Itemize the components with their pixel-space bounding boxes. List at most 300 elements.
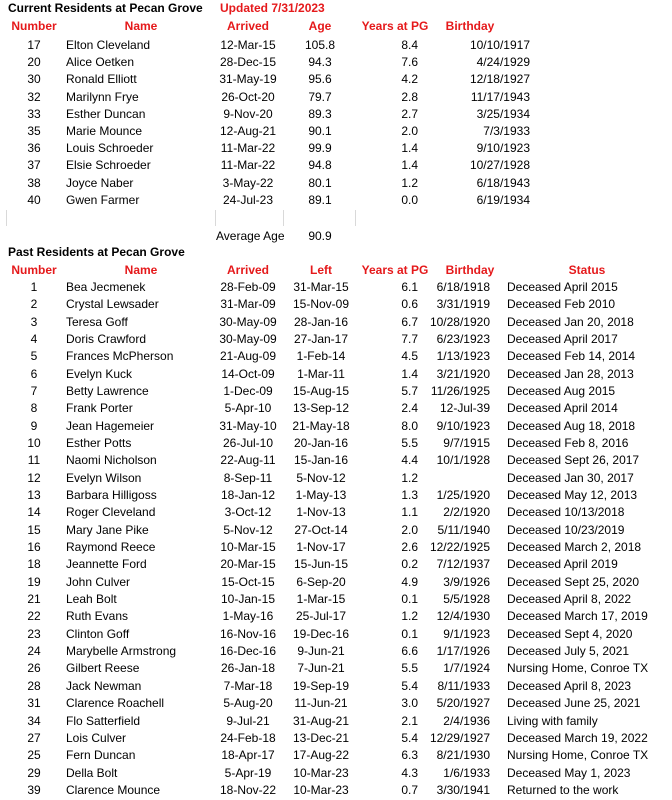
age-cell: 90.1 [308,124,332,138]
status-cell: Deceased May 12, 2013 [507,488,638,503]
table-row [0,470,672,487]
years-cell: 1.2 [401,609,418,624]
header-left: Left [310,263,332,277]
table-row [0,157,672,174]
updated-date: Updated 7/31/2023 [220,1,325,15]
left-cell: 17-Aug-22 [292,748,350,763]
name-cell: Frances McPherson [66,349,174,364]
years-cell: 4.3 [401,765,418,780]
arrived-cell: 28-Dec-15 [219,55,277,70]
arrived-cell: 11-Mar-22 [220,141,276,156]
left-cell: 15-Jan-16 [293,453,349,468]
status-cell: Nursing Home, Conroe TX [507,661,649,676]
current-header-row [0,18,672,35]
years-cell: 0.1 [401,626,418,641]
name-cell: Flo Satterfield [66,713,141,728]
years-cell: 0.0 [401,192,418,207]
arrived-cell: 5-Aug-20 [223,696,273,711]
status-cell: Returned to the work [507,782,619,797]
arrived-cell: 30-May-09 [219,314,277,329]
birthday-cell: 11/26/1925 [430,384,490,399]
number-cell: 13 [27,488,41,503]
name-cell: Marilynn Frye [66,89,139,104]
number-cell: 19 [27,574,41,589]
arrived-cell: 3-May-22 [222,175,274,190]
number-cell: 34 [27,713,41,728]
table-row [0,348,672,365]
birthday-cell: 9/7/1915 [443,436,490,451]
name-cell: Barbara Hilligoss [66,488,157,503]
table-row [0,106,672,123]
status-cell: Deceased Aug 18, 2018 [507,418,636,433]
table-row [0,591,672,608]
years-cell: 7.7 [401,332,418,347]
name-cell: Gilbert Reese [66,661,140,676]
status-cell: Deceased Jan 20, 2018 [507,314,634,329]
name-cell: Frank Porter [66,401,133,416]
name-cell: Alice Oetken [66,55,135,70]
arrived-cell: 21-Aug-09 [219,349,277,364]
birthday-cell: 12-Jul-39 [439,401,490,416]
years-cell: 1.1 [401,505,418,520]
age-cell: 94.3 [308,55,332,70]
number-cell: 40 [27,192,41,207]
years-cell: 1.4 [401,366,418,381]
years-cell: 2.6 [401,540,418,555]
years-cell: 6.6 [401,644,418,659]
left-cell: 28-Jan-16 [293,314,349,329]
number-cell: 7 [30,384,38,399]
table-row [0,123,672,140]
years-cell: 2.8 [401,89,418,104]
arrived-cell: 1-Dec-09 [223,384,273,399]
years-cell: 0.1 [401,592,418,607]
table-row [0,713,672,730]
status-cell: Deceased May 1, 2023 [507,765,631,780]
birthday-cell: 6/23/1923 [436,332,490,347]
arrived-cell: 15-Oct-15 [221,574,275,589]
arrived-cell: 31-May-10 [219,418,277,433]
table-row [0,418,672,435]
birthday-cell: 11/17/1943 [470,89,530,104]
birthday-cell: 2/4/1936 [443,713,490,728]
table-row [0,695,672,712]
number-cell: 14 [27,505,41,520]
name-cell: Marybelle Armstrong [66,644,177,659]
birthday-cell: 8/21/1930 [436,748,490,763]
name-cell: Lois Culver [66,730,127,745]
arrived-cell: 7-Mar-18 [223,678,273,693]
left-cell: 1-Feb-14 [296,349,346,364]
left-cell: 13-Sep-12 [292,401,350,416]
arrived-cell: 9-Nov-20 [223,106,273,121]
number-cell: 37 [27,158,41,173]
number-cell: 29 [27,765,41,780]
arrived-cell: 26-Jan-18 [220,661,276,676]
arrived-cell: 30-May-09 [219,332,277,347]
number-cell: 39 [27,782,41,797]
years-cell: 7.6 [401,55,418,70]
years-cell: 4.5 [401,349,418,364]
arrived-cell: 9-Jul-21 [226,713,270,728]
status-cell: Deceased April 2019 [507,557,618,572]
table-row [0,331,672,348]
status-cell: Deceased 10/13/2018 [507,505,625,520]
name-cell: Evelyn Kuck [66,366,133,381]
years-cell: 2.0 [401,522,418,537]
name-cell: Esther Duncan [66,106,146,121]
arrived-cell: 18-Apr-17 [221,748,275,763]
name-cell: Jean Hagemeier [66,418,155,433]
left-cell: 1-Nov-17 [296,540,346,555]
years-cell: 5.5 [401,436,418,451]
birthday-cell: 12/18/1927 [469,72,530,87]
table-row [0,54,672,71]
status-cell: Nursing Home, Conroe TX [507,748,649,763]
number-cell: 8 [30,401,38,416]
name-cell: Clarence Mounce [66,782,161,797]
number-cell: 1 [30,280,38,294]
number-cell: 28 [27,678,41,693]
table-row [0,782,672,799]
years-cell: 6.1 [401,280,418,294]
name-cell: Naomi Nicholson [66,453,157,468]
age-cell: 95.6 [308,72,332,87]
status-cell: Deceased April 2015 [507,280,618,294]
left-cell: 13-Dec-21 [292,730,350,745]
left-cell: 7-Jun-21 [297,661,345,676]
number-cell: 18 [27,557,41,572]
name-cell: Ronald Elliott [66,72,137,87]
left-cell: 31-Mar-15 [293,280,349,294]
name-cell: Joyce Naber [66,175,134,190]
status-cell: Deceased Sept 25, 2020 [507,574,640,589]
arrived-cell: 31-May-19 [219,72,277,87]
left-cell: 10-Mar-23 [293,765,349,780]
arrived-cell: 20-Mar-15 [220,557,276,572]
years-cell: 5.4 [401,678,418,693]
name-cell: Roger Cleveland [66,505,156,520]
number-cell: 5 [30,349,38,364]
name-cell: Jack Newman [66,678,142,693]
name-cell: Bea Jecmenek [66,280,146,294]
status-cell: Deceased April 8, 2023 [507,678,632,693]
birthday-cell: 1/7/1924 [443,661,490,676]
status-cell: Deceased Jan 28, 2013 [507,366,634,381]
birthday-cell: 5/5/1928 [443,592,490,607]
birthday-cell: 12/4/1930 [436,609,490,624]
left-cell: 31-Aug-21 [292,713,350,728]
left-cell: 27-Oct-14 [294,522,348,537]
table-row [0,383,672,400]
birthday-cell: 10/28/1920 [429,314,490,329]
name-cell: Raymond Reece [66,540,156,555]
table-row [0,556,672,573]
arrived-cell: 24-Feb-18 [220,730,276,745]
left-cell: 10-Mar-23 [293,782,349,797]
left-cell: 25-Jul-17 [295,609,347,624]
number-cell: 9 [30,418,38,433]
status-cell: Deceased March 2, 2018 [507,540,642,555]
birthday-cell: 3/31/1919 [436,297,490,312]
birthday-cell: 10/27/1928 [469,158,530,173]
arrived-cell: 14-Oct-09 [221,366,275,381]
arrived-cell: 18-Jan-12 [220,488,276,503]
arrived-cell: 1-May-16 [222,609,274,624]
age-cell: 89.1 [308,192,332,207]
status-cell: Deceased Feb 8, 2016 [507,436,629,451]
number-cell: 6 [30,366,38,381]
name-cell: Teresa Goff [66,314,128,329]
name-cell: Louis Schroeder [66,141,154,156]
arrived-cell: 5-Apr-19 [224,765,272,780]
birthday-cell: 6/19/1934 [476,192,530,207]
birthday-cell: 7/12/1937 [436,557,490,572]
status-cell: Deceased April 8, 2022 [507,592,632,607]
name-cell: Clinton Goff [66,626,130,641]
years-cell: 1.2 [401,175,418,190]
birthday-cell: 8/11/1933 [437,678,490,693]
birthday-cell: 9/10/1923 [476,141,530,156]
table-row [0,435,672,452]
left-cell: 19-Sep-19 [292,678,350,693]
years-cell: 4.2 [401,72,418,87]
left-cell: 6-Sep-20 [296,574,346,589]
left-cell: 1-Mar-11 [297,366,345,381]
header-arrived: Arrived [226,263,270,277]
name-cell: Doris Crawford [66,332,147,347]
number-cell: 32 [27,89,41,104]
table-row [0,730,672,747]
table-row [0,71,672,88]
name-cell: Crystal Lewsader [66,297,159,312]
age-cell: 89.3 [308,106,332,121]
birthday-cell [420,470,490,487]
arrived-cell: 26-Jul-10 [222,436,274,451]
years-cell: 6.7 [401,314,418,329]
number-cell: 24 [27,644,41,659]
years-cell: 6.3 [401,748,418,763]
years-cell: 1.2 [401,470,418,485]
left-cell: 11-Jun-21 [294,696,348,711]
years-cell: 0.6 [401,297,418,312]
years-cell: 0.2 [401,557,418,572]
table-row [0,487,672,504]
years-cell: 0.7 [401,782,418,797]
status-cell: Deceased June 25, 2021 [507,696,641,711]
status-cell: Deceased Sept 4, 2020 [507,626,633,641]
table-row [0,574,672,591]
name-cell: Betty Lawrence [66,384,149,399]
header-number: Number [11,263,57,277]
grid-line [355,210,356,226]
table-row [0,452,672,469]
number-cell: 2 [30,297,38,312]
number-cell: 38 [27,175,41,190]
arrived-cell: 28-Feb-09 [220,280,276,294]
arrived-cell: 22-Aug-11 [220,453,276,468]
birthday-cell: 3/30/1941 [436,782,490,797]
header-age: Age [308,19,332,33]
arrived-cell: 31-Mar-09 [220,297,276,312]
years-cell: 4.4 [401,453,418,468]
name-cell: Gwen Farmer [66,192,140,207]
status-cell: Deceased Sept 26, 2017 [507,453,640,468]
header-name: Name [124,263,158,277]
average-age-row [0,228,672,245]
name-cell: John Culver [66,574,131,589]
years-cell: 3.0 [401,696,418,711]
arrived-cell: 16-Nov-16 [219,626,277,641]
years-cell: 1.4 [401,158,418,173]
birthday-cell: 1/6/1933 [443,765,490,780]
birthday-cell: 10/10/1917 [469,38,530,52]
left-cell: 1-Nov-13 [296,505,346,520]
arrived-cell: 24-Jul-23 [222,192,274,207]
left-cell: 5-Nov-12 [296,470,346,485]
table-row [0,608,672,625]
status-cell: Deceased Feb 14, 2014 [507,349,636,364]
birthday-cell: 1/25/1920 [436,488,490,503]
years-cell: 8.0 [401,418,418,433]
arrived-cell: 8-Sep-11 [223,470,273,485]
table-row [0,539,672,556]
birthday-cell: 1/13/1923 [436,349,490,364]
years-cell: 8.4 [401,38,418,52]
number-cell: 17 [27,38,41,52]
birthday-cell: 6/18/1943 [476,175,530,190]
header-status: Status [568,263,606,277]
number-cell: 3 [30,314,38,329]
average-age-value: 90.9 [308,229,332,243]
number-cell: 33 [27,106,41,121]
arrived-cell: 10-Jan-15 [220,592,276,607]
left-cell: 15-Nov-09 [292,297,350,312]
name-cell: Elsie Schroeder [66,158,151,173]
number-cell: 36 [27,141,41,156]
average-age-label: Average Age [216,229,285,243]
birthday-cell: 10/1/1928 [436,453,490,468]
arrived-cell: 5-Apr-10 [224,401,272,416]
number-cell: 25 [27,748,41,763]
number-cell: 27 [27,730,41,745]
years-cell: 1.3 [401,488,418,503]
name-cell: Della Bolt [66,765,118,780]
arrived-cell: 5-Nov-12 [223,522,273,537]
left-cell: 20-Jan-16 [293,436,349,451]
table-row [0,296,672,313]
arrived-cell: 16-Dec-16 [219,644,277,659]
past-title: Past Residents at Pecan Grove [8,245,185,259]
table-row [0,504,672,521]
table-row [0,626,672,643]
left-cell: 15-Jun-15 [293,557,349,572]
table-row [0,175,672,192]
table-row [0,314,672,331]
left-cell: 9-Jun-21 [297,644,345,659]
table-row [0,660,672,677]
table-row [0,279,672,296]
status-cell: Deceased March 19, 2022 [507,730,648,745]
number-cell: 35 [27,124,41,138]
status-cell: Deceased Aug 2015 [507,384,616,399]
arrived-cell: 12-Aug-21 [219,124,277,138]
table-row [0,192,672,209]
status-cell: Living with family [507,713,598,728]
number-cell: 31 [27,696,41,711]
years-cell: 2.0 [401,124,418,138]
grid-line [215,210,216,226]
birthday-cell: 9/10/1923 [436,418,490,433]
left-cell: 19-Dec-16 [292,626,350,641]
age-cell: 80.1 [308,175,332,190]
table-row [0,765,672,782]
table-row [0,643,672,660]
birthday-cell: 7/3/1933 [483,124,530,138]
years-cell: 4.9 [401,574,418,589]
arrived-cell: 11-Mar-22 [220,158,276,173]
number-cell: 22 [27,609,41,624]
header-years: Years at PG [361,263,429,277]
grid-line [283,210,284,226]
number-cell: 15 [27,522,41,537]
birthday-cell: 12/29/1927 [429,730,490,745]
name-cell: Mary Jane Pike [66,522,149,537]
birthday-cell: 6/18/1918 [436,280,490,294]
number-cell: 16 [27,540,41,555]
years-cell: 5.7 [401,384,418,399]
arrived-cell: 18-Nov-22 [219,782,277,797]
table-row [0,89,672,106]
table-row [0,400,672,417]
header-name: Name [124,19,158,33]
birthday-cell: 9/1/1923 [443,626,490,641]
birthday-cell: 12/22/1925 [429,540,490,555]
age-cell: 94.8 [308,158,332,173]
header-birthday: Birthday [445,263,495,277]
number-cell: 20 [27,55,41,70]
left-cell: 21-May-18 [292,418,350,433]
arrived-cell: 3-Oct-12 [224,505,272,520]
arrived-cell: 10-Mar-15 [220,540,276,555]
table-row [0,678,672,695]
birthday-cell: 4/24/1929 [476,55,530,70]
birthday-cell: 3/25/1934 [476,106,530,121]
birthday-cell: 1/17/1926 [436,644,490,659]
left-cell: 27-Jan-17 [293,332,349,347]
birthday-cell: 3/21/1920 [436,366,490,381]
table-row [0,37,672,54]
birthday-cell: 5/11/1940 [437,522,490,537]
name-cell: Marie Mounce [66,124,143,138]
number-cell: 12 [27,470,41,485]
table-row [0,140,672,157]
years-cell: 5.4 [401,730,418,745]
status-cell: Deceased Jan 30, 2017 [507,470,634,485]
header-number: Number [11,19,57,33]
number-cell: 23 [27,626,41,641]
current-title: Current Residents at Pecan Grove [8,1,203,15]
age-cell: 79.7 [308,89,332,104]
grid-line [6,210,7,226]
years-cell: 2.1 [401,713,418,728]
status-cell: Deceased 10/23/2019 [507,522,625,537]
number-cell: 4 [30,332,38,347]
number-cell: 26 [27,661,41,676]
status-cell: Deceased April 2014 [507,401,618,416]
left-cell: 15-Aug-15 [292,384,350,399]
name-cell: Ruth Evans [66,609,129,624]
